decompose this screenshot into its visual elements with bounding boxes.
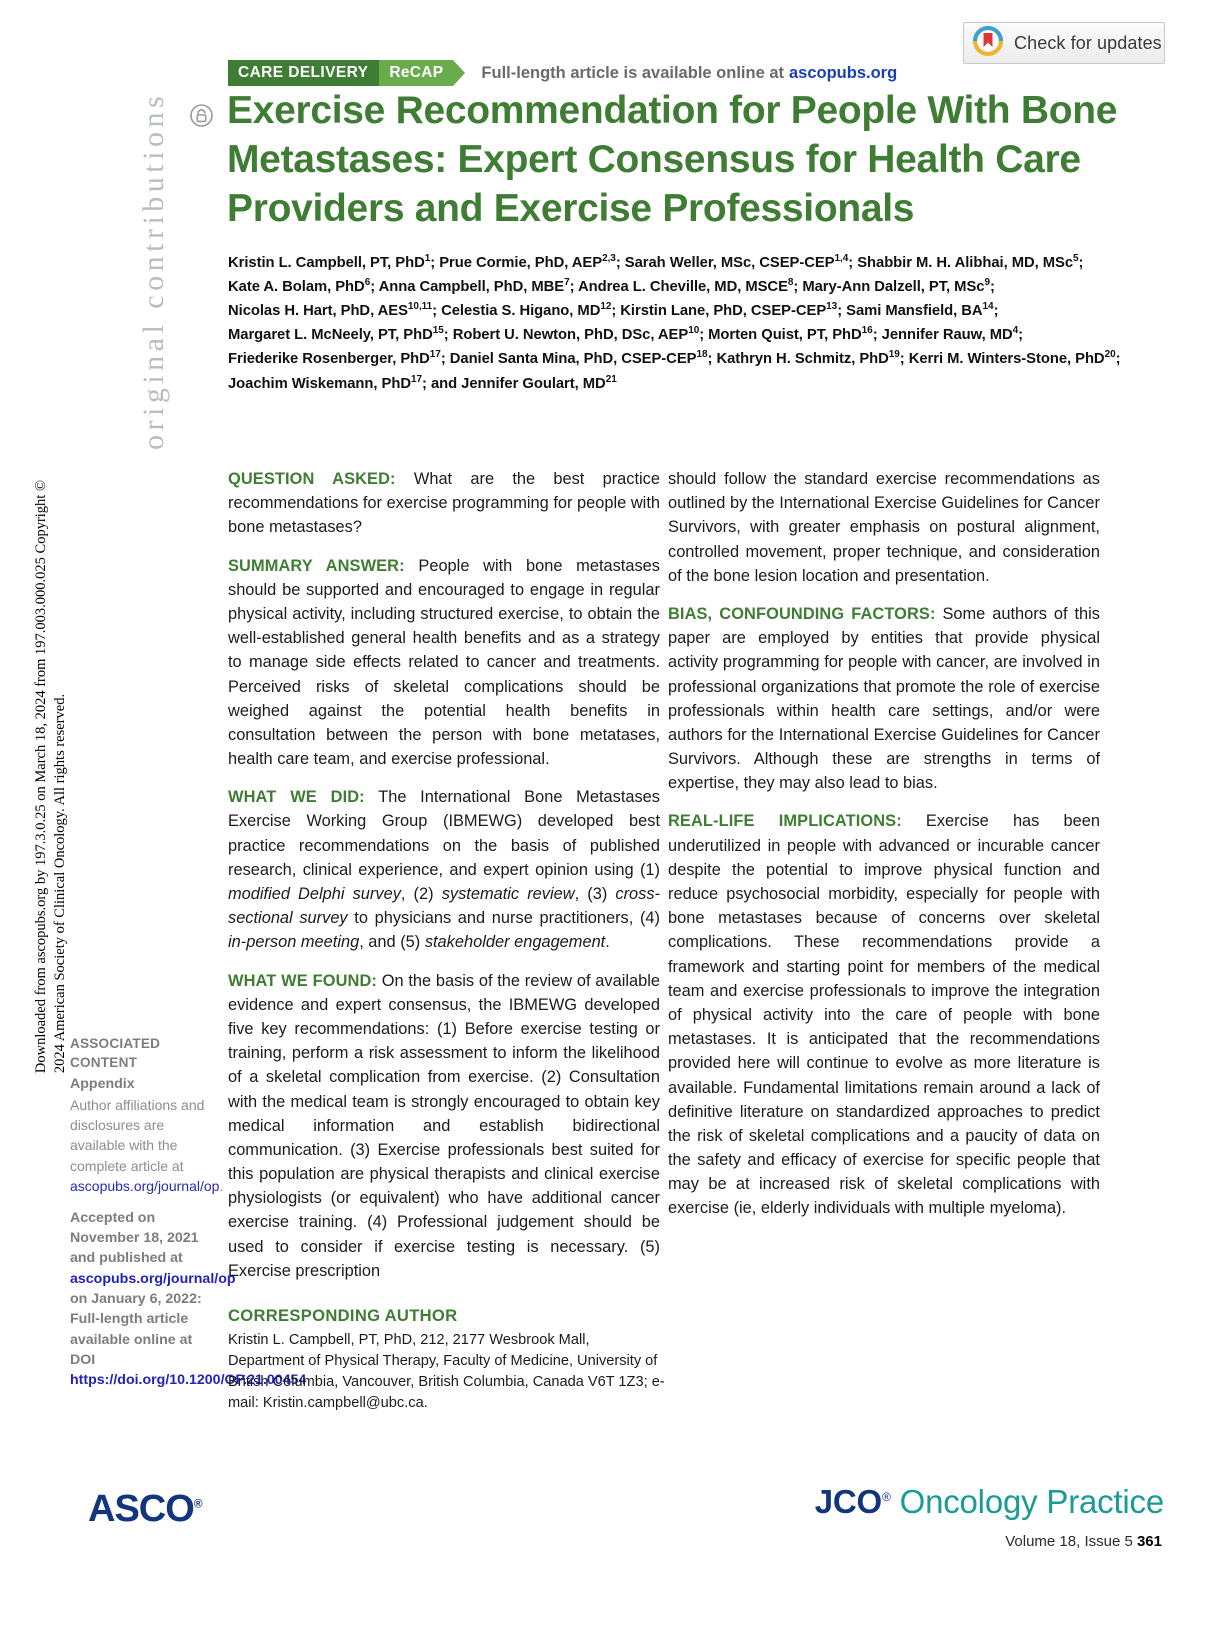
accepted-text-mid: on January 6, 2022: Full-length article available online at DOI xyxy=(70,1291,202,1368)
abstract-paragraph: REAL-LIFE IMPLICATIONS: Exercise has been underutilized in people with advanced or incurable cancer despite the potential to improve physical function and reduce psychosocial morbidity, especially for people with bone metastases because of concerns over skeletal complications. These recommendations provide a framework and starting point for members of the medical team and exercise professionals to improve the integration of physical activity into the care of people with bone metastases. It is anticipated that the recommendations provided here will continue to evolve as more literature is available. Fundamental limitations remain around a lack of definitive literature on standardized approaches to predict the risk of skeletal complications and a paucity of data on the safety and efficacy of exercise for specific people that may be at increased risk of skeletal complications with exercise (ie, elderly individuals with multiple myeloma). xyxy=(668,812,1100,1218)
banner-type-tag: ReCAP xyxy=(379,60,453,86)
abstract-section-lead: REAL-LIFE IMPLICATIONS: xyxy=(668,812,902,831)
abstract-column-left xyxy=(228,467,660,1297)
journal-logo xyxy=(815,1483,1164,1521)
abstract-paragraph: should follow the standard exercise recommendations as outlined by the International Exercise Guidelines for Cancer Survivors, with greater emphasis on postural alignment, controlled movement, proper technique, and consideration of the bone lesion location and presentation. xyxy=(668,470,1100,585)
associated-content-subheading: Appendix xyxy=(70,1075,135,1092)
abstract-section-lead: WHAT WE DID: xyxy=(228,788,365,807)
corresponding-author-details: Kristin L. Campbell, PT, PhD, 212, 2177 Wesbrook Mall, Department of Physical Therapy, Faculty of Medicine, University of British Columbia, Vancouver, British Columbia, Canada V6T 1Z3; e-mail: Kristin.campbell@ubc.ca. xyxy=(228,1332,665,1411)
banner-note-link[interactable]: ascopubs.org xyxy=(789,63,898,82)
page-number: 361 xyxy=(1136,1533,1162,1550)
asco-logo[interactable] xyxy=(88,1488,202,1531)
crossmark-icon xyxy=(973,26,1003,61)
open-access-icon xyxy=(190,104,213,127)
associated-content-link-journal[interactable]: ascopubs.org/journal/op xyxy=(70,1177,220,1194)
abstract-paragraph: BIAS, CONFOUNDING FACTORS: Some authors of this paper are employed by entities that provide physical activity programming for people with cancer, are involved in professional organizations that promote the role of exercise professionals within health care settings, and/or were authors for the International Exercise Guidelines for Cancer Survivors. Although these are strengths in terms of expertise, they may also lead to bias. xyxy=(668,604,1100,793)
associated-content-sidebar xyxy=(70,1034,307,1390)
corresponding-author-block xyxy=(228,1306,668,1414)
abstract-section-lead: SUMMARY ANSWER: xyxy=(228,556,405,575)
associated-content-body xyxy=(70,1095,224,1196)
abstract-paragraph: QUESTION ASKED: What are the best practice recommendations for exercise programming for people with bone metastases? xyxy=(228,470,660,537)
volume-issue-text: Volume 18, Issue 5 xyxy=(1005,1533,1137,1550)
associated-content-heading-line2: CONTENT xyxy=(70,1055,138,1071)
abstract-section-lead: WHAT WE FOUND: xyxy=(228,971,377,990)
abstract-paragraph: WHAT WE DID: The International Bone Metastases Exercise Working Group (IBMEWG) developed best practice recommendations on the basis of published research, clinical experience, and expert opinion using (1) modified Delphi survey, (2) systematic review, (3) cross-sectional survey to physicians and nurse practitioners, (4) in-person meeting, and (5) stakeholder engagement. xyxy=(228,788,661,952)
associated-content-heading-line1: ASSOCIATED xyxy=(70,1036,161,1051)
author-list: Kristin L. Campbell, PT, PhD$^1$; Prue Cormie, PhD, AEP$^{2,3}$; Sarah Weller, MSc, CSEP-CEP$^{1,4}$; Shabbir M. H. Alibhai, MD, MSc$^5$; Kate A. Bolam, PhD$^6$; Anna Campbell, PhD, MBE$^7$; Andrea L. Cheville, MD, MSCE$^8$; Mary-Ann Dalzell, PT, MSc$^9$; Nicolas H. Hart, PhD, AES$^{10,11}$; Celestia S. Higano, MD$^{12}$; Kirstin Lane, PhD, CSEP-CEP$^{13}$; Sami Mansfield, BA$^{14}$; Margaret L. McNeely, PT, PhD$^{15}$; Robert U. Newton, PhD, DSc, AEP$^{10}$; Morten Quist, PT, PhD$^{16}$; Jennifer Rauw, $MD^4$; Friederike Rosenberger, PhD$^{17}$; Daniel Santa Mina, PhD, CSEP-CEP$^{18}$; Kathryn H. Schmitz, PhD$^{19}$; Kerri M. Winters-Stone, PhD$^{20}$; Joachim Wiskemann, PhD$^{17}$; and Jennifer Goulart, MD$^{21}$ xyxy=(228,253,1121,392)
associated-content-body-period: . xyxy=(219,1177,224,1194)
banner-note xyxy=(481,60,897,86)
check-for-updates-label: Check for updates xyxy=(1014,32,1162,53)
abstract-paragraph: SUMMARY ANSWER: People with bone metastases should be supported and encouraged to engage in regular physical activity, including structured exercise, to obtain the well-established general health benefits and as a strategy to manage side effects related to cancer and treatments. Perceived risks of skeletal complications should be weighed against the potential health benefits in consultation between the person with bone metatases, health care team, and exercise professional. xyxy=(228,556,660,769)
asco-logo-text: ASCO xyxy=(88,1488,194,1530)
accepted-text-pre: Accepted on November 18, 2021 and published at xyxy=(70,1209,199,1267)
abstract-section-lead: QUESTION ASKED: xyxy=(228,470,396,488)
accepted-link-journal[interactable]: ascopubs.org/journal/op xyxy=(70,1270,236,1287)
corresponding-author-heading: CORRESPONDING AUTHOR xyxy=(228,1306,458,1325)
journal-mark: JCO xyxy=(814,1483,882,1520)
banner-category-tag: CARE DELIVERY xyxy=(228,60,379,86)
section-label-original-contributions: original contributions xyxy=(137,91,170,450)
page-title: Exercise Recommendation for People With Bone Metastases: Expert Consensus for Health Care Providers and Exercise Professionals xyxy=(227,89,1118,231)
registered-mark-icon-jco: ® xyxy=(881,1490,891,1504)
accepted-link-doi[interactable]: https://doi.org/10.1200/OP.21.00454 xyxy=(70,1372,307,1389)
download-copyright-notice: Downloaded from ascopubs.org by 197.3.0.25 on March 18, 2024 from 197.003.000.025 Copyright © 2024 American Society of Clinical Oncology. All rights reserved. xyxy=(32,480,68,1074)
accepted-published-note xyxy=(70,1208,307,1391)
check-for-updates-badge[interactable] xyxy=(963,22,1165,64)
associated-content-body-text: Author affiliations and disclosures are available with the complete article at xyxy=(70,1097,205,1174)
journal-name: Oncology Practice xyxy=(890,1483,1164,1520)
article-banner xyxy=(228,60,897,86)
abstract-section-lead: BIAS, CONFOUNDING FACTORS: xyxy=(668,604,936,623)
banner-note-text: Full-length article is available online at xyxy=(481,63,784,82)
volume-issue-page xyxy=(1005,1533,1162,1550)
abstract-column-right xyxy=(668,467,1100,1235)
abstract-paragraph: WHAT WE FOUND: On the basis of the review of available evidence and expert consensus, the IBMEWG developed five key recommendations: (1) Before exercise testing or training, perform a risk assessment to inform the likelihood of a skeletal complication from exercise. (2) Consultation with the medical team is strongly encouraged to obtain key medical information and establish bidirectional communication. (3) Exercise professionals best suited for this population are physical therapists and clinical exercise physiologists (or equivalent) who have additional cancer exercise training. (4) Professional judgement should be used to consider if exercise testing is necessary. (5) Exercise prescription xyxy=(228,971,660,1280)
registered-mark-icon: ® xyxy=(193,1496,202,1511)
